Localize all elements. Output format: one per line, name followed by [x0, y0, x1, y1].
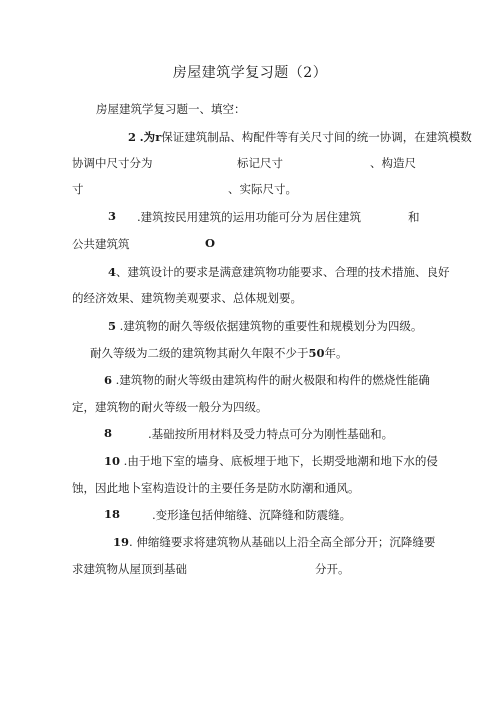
question-number: 6 [104, 373, 113, 387]
question-3-text-1: .建筑按民用建筑的运用功能可分为 [137, 210, 314, 224]
question-5-text-2b: 年。 [324, 346, 348, 360]
question-number: 5 [108, 319, 117, 333]
question-number: 8 [104, 426, 113, 440]
question-4-text-2: 的经济效果、建筑物美观要求、总体规划要。 [72, 291, 302, 305]
question-3-and: 和 [408, 210, 420, 224]
question-6-text-1: .建筑物的耐火等级由建筑构件的耐火极限和构件的燃烧性能确 [115, 373, 430, 387]
question-number: 19 [113, 535, 130, 549]
question-2-prefix: .为 [139, 130, 156, 144]
question-2-text-2a: 协调中尺寸分为 [72, 156, 153, 170]
question-2-text-3a: 寸 [72, 182, 84, 196]
question-8-text: .基础按所用材料及受力特点可分为刚性基础和。 [148, 427, 394, 441]
question-2-line-1 [128, 129, 472, 145]
question-number: 18 [104, 507, 121, 521]
question-19-text-2b: 分开。 [315, 562, 350, 576]
question-3-blank-1: 居住建筑 [315, 210, 361, 224]
intro-line: 房屋建筑学复习题一、填空： [96, 102, 246, 116]
question-3-number [108, 209, 116, 223]
question-18-text: .变形逢包括伸缩缝、沉降缝和防震缝。 [152, 508, 352, 522]
question-2-text-1: 保证建筑制品、构配件等有关尺寸间的统一协调，在建筑模数 [161, 130, 472, 144]
question-19-text-2a: 求建筑物从屋顶到基础 [72, 562, 187, 576]
question-5-text-1: .建筑物的耐久等级依据建筑物的重要性和规模划分为四级。 [119, 319, 423, 333]
question-5-text-2a: 耐久等级为二级的建筑物其耐久年限不少于 [90, 346, 309, 360]
question-6-line-1 [104, 372, 430, 388]
question-4-line-1 [108, 264, 450, 280]
question-number: 10 [104, 454, 121, 468]
question-number: 2 [128, 130, 137, 144]
question-2-blank-1: 标记尺寸 [237, 156, 283, 170]
question-2-r: r [155, 130, 162, 144]
question-5-line-1 [108, 318, 422, 334]
question-4-text-1: 、建筑设计的要求是满意建筑物功能要求、合理的技术措施、良好 [116, 265, 450, 279]
question-10-text-2: 蚀，因此地卜室构造设计的主要任务是防水防潮和通风。 [72, 481, 360, 495]
question-number: 3 [108, 209, 117, 223]
question-6-text-2: 定，建筑物的耐火等级一般分为四级。 [72, 400, 268, 414]
question-18-number [104, 507, 120, 521]
question-5-line-2 [90, 345, 348, 361]
question-3-mark [205, 236, 215, 250]
question-3-mark-text: O [205, 236, 216, 250]
document-title: 房屋建筑学复习题（2） [172, 65, 328, 81]
question-10-line-1 [104, 453, 438, 469]
question-8-number [104, 426, 112, 440]
question-5-years: 50 [308, 346, 325, 360]
question-19-line-1 [113, 534, 435, 550]
question-2-text-2b: 、构造尺 [370, 156, 416, 170]
question-19-text-1: . 伸缩缝要求将建筑物从基础以上沿全高全部分开；沉降缝要 [129, 535, 436, 549]
question-3-text-2: 公共建筑筑 [72, 237, 130, 251]
question-10-text-1: .由于地下室的墙身、底板埋于地下，长期受地潮和地下水的侵 [123, 454, 438, 468]
question-number: 4 [108, 265, 117, 279]
question-2-text-3b: 、实际尺寸。 [228, 182, 297, 196]
